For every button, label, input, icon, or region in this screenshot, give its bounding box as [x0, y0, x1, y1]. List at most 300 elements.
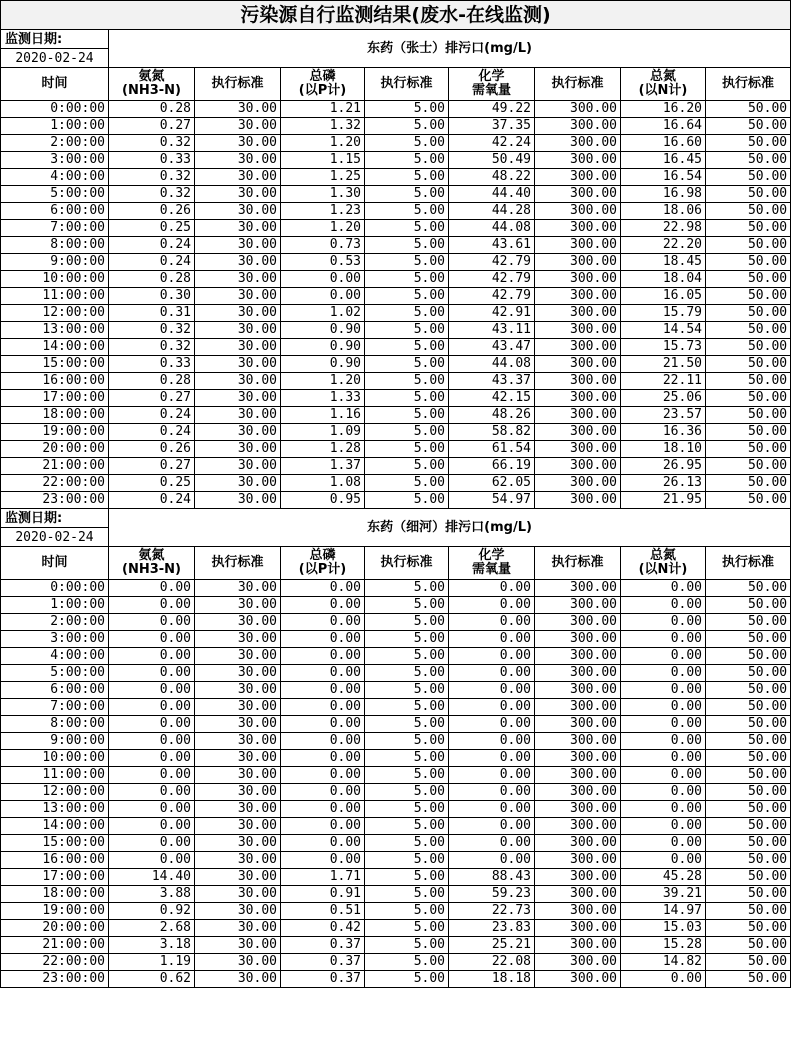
value-cell: 0.00 — [449, 597, 535, 614]
value-cell: 0.32 — [109, 186, 195, 203]
column-header — [281, 547, 365, 580]
value-cell: 0.00 — [621, 852, 706, 869]
value-cell: 5.00 — [365, 580, 449, 597]
value-cell: 0.42 — [281, 920, 365, 937]
value-cell: 30.00 — [195, 682, 281, 699]
value-cell: 0.33 — [109, 356, 195, 373]
column-header-line1: 总磷 — [309, 69, 336, 84]
value-cell: 50.00 — [706, 665, 791, 682]
table-row — [1, 220, 791, 237]
value-cell: 30.00 — [195, 648, 281, 665]
column-header-line1: 执行标准 — [211, 76, 264, 91]
column-header-line2: (以P计) — [298, 562, 347, 577]
time-cell: 8:00:00 — [1, 716, 109, 733]
value-cell: 0.28 — [109, 373, 195, 390]
value-cell: 0.00 — [281, 818, 365, 835]
value-cell: 1.16 — [281, 407, 365, 424]
time-cell: 7:00:00 — [1, 220, 109, 237]
value-cell: 30.00 — [195, 801, 281, 818]
value-cell: 50.00 — [706, 886, 791, 903]
value-cell: 5.00 — [365, 903, 449, 920]
value-cell: 30.00 — [195, 699, 281, 716]
value-cell: 5.00 — [365, 920, 449, 937]
value-cell: 0.00 — [621, 597, 706, 614]
value-cell: 0.95 — [281, 492, 365, 509]
value-cell: 300.00 — [535, 716, 621, 733]
value-cell: 18.04 — [621, 271, 706, 288]
value-cell: 16.36 — [621, 424, 706, 441]
value-cell: 50.00 — [706, 954, 791, 971]
column-header — [449, 547, 535, 580]
value-cell: 5.00 — [365, 784, 449, 801]
value-cell: 300.00 — [535, 767, 621, 784]
value-cell: 300.00 — [535, 648, 621, 665]
value-cell: 0.37 — [281, 971, 365, 988]
value-cell: 22.11 — [621, 373, 706, 390]
value-cell: 0.00 — [281, 852, 365, 869]
value-cell: 300.00 — [535, 458, 621, 475]
value-cell: 5.00 — [365, 733, 449, 750]
value-cell: 0.00 — [449, 784, 535, 801]
value-cell: 0.00 — [621, 835, 706, 852]
value-cell: 54.97 — [449, 492, 535, 509]
value-cell: 22.08 — [449, 954, 535, 971]
value-cell: 5.00 — [365, 475, 449, 492]
value-cell: 30.00 — [195, 631, 281, 648]
value-cell: 30.00 — [195, 580, 281, 597]
table-row — [1, 971, 791, 988]
value-cell: 16.54 — [621, 169, 706, 186]
value-cell: 0.92 — [109, 903, 195, 920]
table-row — [1, 716, 791, 733]
value-cell: 0.00 — [109, 699, 195, 716]
column-header-line1: 化学 — [478, 69, 505, 84]
value-cell: 0.00 — [109, 631, 195, 648]
value-cell: 0.62 — [109, 971, 195, 988]
value-cell: 0.27 — [109, 118, 195, 135]
value-cell: 42.79 — [449, 271, 535, 288]
value-cell: 0.32 — [109, 135, 195, 152]
value-cell: 5.00 — [365, 322, 449, 339]
table-body — [1, 1, 791, 988]
column-header-line2: 需氧量 — [471, 562, 511, 577]
value-cell: 50.00 — [706, 271, 791, 288]
table-row — [1, 135, 791, 152]
value-cell: 1.71 — [281, 869, 365, 886]
value-cell: 42.24 — [449, 135, 535, 152]
value-cell: 300.00 — [535, 220, 621, 237]
value-cell: 30.00 — [195, 254, 281, 271]
value-cell: 14.54 — [621, 322, 706, 339]
value-cell: 0.00 — [109, 648, 195, 665]
value-cell: 3.18 — [109, 937, 195, 954]
value-cell: 0.90 — [281, 356, 365, 373]
value-cell: 5.00 — [365, 305, 449, 322]
value-cell: 0.00 — [281, 580, 365, 597]
value-cell: 30.00 — [195, 733, 281, 750]
time-cell: 4:00:00 — [1, 169, 109, 186]
value-cell: 59.23 — [449, 886, 535, 903]
value-cell: 22.98 — [621, 220, 706, 237]
value-cell: 50.00 — [706, 597, 791, 614]
value-cell: 61.54 — [449, 441, 535, 458]
column-header — [365, 547, 449, 580]
value-cell: 30.00 — [195, 852, 281, 869]
table-row — [1, 186, 791, 203]
table-row — [1, 784, 791, 801]
table-row — [1, 288, 791, 305]
value-cell: 0.32 — [109, 339, 195, 356]
table-row — [1, 665, 791, 682]
value-cell: 3.88 — [109, 886, 195, 903]
time-cell: 20:00:00 — [1, 920, 109, 937]
time-cell: 19:00:00 — [1, 903, 109, 920]
value-cell: 30.00 — [195, 954, 281, 971]
value-cell: 50.00 — [706, 169, 791, 186]
value-cell: 0.00 — [109, 767, 195, 784]
value-cell: 0.00 — [109, 597, 195, 614]
value-cell: 25.06 — [621, 390, 706, 407]
value-cell: 50.00 — [706, 390, 791, 407]
column-header-row — [1, 547, 791, 580]
value-cell: 5.00 — [365, 818, 449, 835]
value-cell: 300.00 — [535, 169, 621, 186]
column-header-line1: 时间 — [41, 555, 68, 570]
column-header — [621, 547, 706, 580]
value-cell: 30.00 — [195, 869, 281, 886]
value-cell: 0.00 — [621, 801, 706, 818]
value-cell: 14.97 — [621, 903, 706, 920]
monitor-date-label: 监测日期: — [1, 30, 109, 49]
value-cell: 50.00 — [706, 254, 791, 271]
time-cell: 0:00:00 — [1, 580, 109, 597]
value-cell: 0.00 — [109, 682, 195, 699]
value-cell: 300.00 — [535, 441, 621, 458]
value-cell: 2.68 — [109, 920, 195, 937]
table-row — [1, 903, 791, 920]
value-cell: 44.40 — [449, 186, 535, 203]
value-cell: 300.00 — [535, 407, 621, 424]
column-header — [109, 68, 195, 101]
value-cell: 0.00 — [621, 580, 706, 597]
column-header-line2: (NH3-N) — [122, 83, 181, 98]
column-header-line1: 执行标准 — [722, 555, 775, 570]
value-cell: 5.00 — [365, 254, 449, 271]
value-cell: 1.08 — [281, 475, 365, 492]
value-cell: 0.00 — [281, 835, 365, 852]
table-row — [1, 492, 791, 509]
value-cell: 0.00 — [621, 784, 706, 801]
value-cell: 300.00 — [535, 339, 621, 356]
value-cell: 50.00 — [706, 492, 791, 509]
value-cell: 0.00 — [621, 750, 706, 767]
table-row — [1, 254, 791, 271]
value-cell: 5.00 — [365, 237, 449, 254]
value-cell: 50.00 — [706, 373, 791, 390]
value-cell: 21.50 — [621, 356, 706, 373]
column-header — [365, 68, 449, 101]
value-cell: 0.00 — [621, 648, 706, 665]
value-cell: 0.00 — [109, 818, 195, 835]
column-header-line2: (以N计) — [638, 83, 688, 98]
time-cell: 10:00:00 — [1, 271, 109, 288]
value-cell: 50.49 — [449, 152, 535, 169]
value-cell: 0.26 — [109, 441, 195, 458]
value-cell: 1.02 — [281, 305, 365, 322]
time-cell: 15:00:00 — [1, 835, 109, 852]
value-cell: 0.00 — [621, 682, 706, 699]
value-cell: 5.00 — [365, 614, 449, 631]
table-row — [1, 886, 791, 903]
value-cell: 30.00 — [195, 937, 281, 954]
value-cell: 300.00 — [535, 665, 621, 682]
value-cell: 50.00 — [706, 580, 791, 597]
value-cell: 0.00 — [281, 288, 365, 305]
value-cell: 30.00 — [195, 424, 281, 441]
value-cell: 30.00 — [195, 339, 281, 356]
value-cell: 5.00 — [365, 288, 449, 305]
monitor-date-value: 2020-02-24 — [1, 49, 109, 68]
value-cell: 5.00 — [365, 441, 449, 458]
value-cell: 16.60 — [621, 135, 706, 152]
value-cell: 300.00 — [535, 101, 621, 118]
value-cell: 0.26 — [109, 203, 195, 220]
value-cell: 30.00 — [195, 407, 281, 424]
value-cell: 0.00 — [621, 699, 706, 716]
value-cell: 15.28 — [621, 937, 706, 954]
value-cell: 50.00 — [706, 682, 791, 699]
table-row — [1, 750, 791, 767]
value-cell: 30.00 — [195, 492, 281, 509]
time-cell: 20:00:00 — [1, 441, 109, 458]
value-cell: 300.00 — [535, 271, 621, 288]
value-cell: 0.00 — [109, 614, 195, 631]
value-cell: 42.79 — [449, 288, 535, 305]
value-cell: 30.00 — [195, 441, 281, 458]
time-cell: 9:00:00 — [1, 733, 109, 750]
value-cell: 5.00 — [365, 937, 449, 954]
value-cell: 0.25 — [109, 475, 195, 492]
column-header-line1: 总氮 — [649, 548, 676, 563]
value-cell: 0.00 — [281, 665, 365, 682]
time-cell: 14:00:00 — [1, 818, 109, 835]
value-cell: 18.06 — [621, 203, 706, 220]
column-header-line1: 化学 — [478, 548, 505, 563]
value-cell: 0.00 — [281, 716, 365, 733]
table-row — [1, 356, 791, 373]
time-cell: 4:00:00 — [1, 648, 109, 665]
value-cell: 39.21 — [621, 886, 706, 903]
value-cell: 50.00 — [706, 835, 791, 852]
value-cell: 5.00 — [365, 407, 449, 424]
value-cell: 16.45 — [621, 152, 706, 169]
column-header-line1: 执行标准 — [551, 76, 604, 91]
value-cell: 0.00 — [449, 580, 535, 597]
value-cell: 30.00 — [195, 186, 281, 203]
table-row — [1, 441, 791, 458]
value-cell: 300.00 — [535, 903, 621, 920]
time-cell: 21:00:00 — [1, 937, 109, 954]
table-row — [1, 597, 791, 614]
value-cell: 0.00 — [621, 614, 706, 631]
value-cell: 30.00 — [195, 903, 281, 920]
value-cell: 30.00 — [195, 614, 281, 631]
value-cell: 0.51 — [281, 903, 365, 920]
value-cell: 26.95 — [621, 458, 706, 475]
value-cell: 300.00 — [535, 631, 621, 648]
value-cell: 30.00 — [195, 237, 281, 254]
value-cell: 50.00 — [706, 458, 791, 475]
value-cell: 300.00 — [535, 682, 621, 699]
table-row — [1, 869, 791, 886]
table-row — [1, 390, 791, 407]
value-cell: 30.00 — [195, 716, 281, 733]
value-cell: 48.22 — [449, 169, 535, 186]
time-cell: 5:00:00 — [1, 186, 109, 203]
value-cell: 50.00 — [706, 203, 791, 220]
table-row — [1, 475, 791, 492]
value-cell: 0.27 — [109, 390, 195, 407]
value-cell: 50.00 — [706, 614, 791, 631]
value-cell: 5.00 — [365, 135, 449, 152]
value-cell: 43.61 — [449, 237, 535, 254]
value-cell: 0.00 — [281, 801, 365, 818]
value-cell: 0.00 — [281, 682, 365, 699]
value-cell: 44.28 — [449, 203, 535, 220]
value-cell: 50.00 — [706, 135, 791, 152]
value-cell: 5.00 — [365, 390, 449, 407]
value-cell: 0.30 — [109, 288, 195, 305]
value-cell: 16.05 — [621, 288, 706, 305]
value-cell: 0.00 — [449, 665, 535, 682]
time-cell: 22:00:00 — [1, 475, 109, 492]
value-cell: 5.00 — [365, 458, 449, 475]
value-cell: 50.00 — [706, 903, 791, 920]
value-cell: 30.00 — [195, 356, 281, 373]
time-cell: 1:00:00 — [1, 118, 109, 135]
value-cell: 300.00 — [535, 597, 621, 614]
value-cell: 50.00 — [706, 305, 791, 322]
value-cell: 50.00 — [706, 716, 791, 733]
value-cell: 0.00 — [449, 835, 535, 852]
value-cell: 30.00 — [195, 220, 281, 237]
value-cell: 300.00 — [535, 135, 621, 152]
table-row — [1, 152, 791, 169]
column-header-line1: 总磷 — [309, 548, 336, 563]
value-cell: 18.10 — [621, 441, 706, 458]
value-cell: 0.00 — [449, 750, 535, 767]
time-cell: 15:00:00 — [1, 356, 109, 373]
value-cell: 43.37 — [449, 373, 535, 390]
value-cell: 0.33 — [109, 152, 195, 169]
time-cell: 8:00:00 — [1, 237, 109, 254]
time-cell: 22:00:00 — [1, 954, 109, 971]
value-cell: 5.00 — [365, 886, 449, 903]
value-cell: 15.03 — [621, 920, 706, 937]
value-cell: 5.00 — [365, 767, 449, 784]
value-cell: 0.00 — [449, 648, 535, 665]
value-cell: 42.79 — [449, 254, 535, 271]
value-cell: 5.00 — [365, 597, 449, 614]
time-cell: 2:00:00 — [1, 135, 109, 152]
table-row — [1, 322, 791, 339]
value-cell: 5.00 — [365, 852, 449, 869]
value-cell: 1.28 — [281, 441, 365, 458]
value-cell: 5.00 — [365, 186, 449, 203]
value-cell: 0.73 — [281, 237, 365, 254]
value-cell: 300.00 — [535, 886, 621, 903]
value-cell: 48.26 — [449, 407, 535, 424]
column-header — [1, 68, 109, 101]
time-cell: 13:00:00 — [1, 801, 109, 818]
value-cell: 0.24 — [109, 407, 195, 424]
table-row — [1, 852, 791, 869]
value-cell: 15.73 — [621, 339, 706, 356]
value-cell: 0.00 — [109, 835, 195, 852]
table-row — [1, 954, 791, 971]
value-cell: 50.00 — [706, 852, 791, 869]
value-cell: 5.00 — [365, 271, 449, 288]
value-cell: 5.00 — [365, 801, 449, 818]
value-cell: 5.00 — [365, 716, 449, 733]
column-header — [535, 547, 621, 580]
value-cell: 1.33 — [281, 390, 365, 407]
value-cell: 5.00 — [365, 492, 449, 509]
value-cell: 300.00 — [535, 750, 621, 767]
value-cell: 30.00 — [195, 665, 281, 682]
value-cell: 50.00 — [706, 118, 791, 135]
value-cell: 30.00 — [195, 920, 281, 937]
table-row — [1, 271, 791, 288]
value-cell: 5.00 — [365, 665, 449, 682]
value-cell: 300.00 — [535, 835, 621, 852]
column-header — [109, 547, 195, 580]
column-header-line1: 时间 — [41, 76, 68, 91]
value-cell: 0.00 — [449, 614, 535, 631]
value-cell: 0.00 — [281, 631, 365, 648]
value-cell: 50.00 — [706, 475, 791, 492]
value-cell: 5.00 — [365, 835, 449, 852]
value-cell: 30.00 — [195, 305, 281, 322]
value-cell: 0.00 — [281, 733, 365, 750]
table-row — [1, 835, 791, 852]
value-cell: 50.00 — [706, 920, 791, 937]
value-cell: 14.82 — [621, 954, 706, 971]
value-cell: 1.23 — [281, 203, 365, 220]
value-cell: 300.00 — [535, 580, 621, 597]
column-header — [195, 68, 281, 101]
value-cell: 50.00 — [706, 288, 791, 305]
value-cell: 5.00 — [365, 118, 449, 135]
value-cell: 300.00 — [535, 373, 621, 390]
value-cell: 0.24 — [109, 237, 195, 254]
table-row — [1, 424, 791, 441]
value-cell: 0.90 — [281, 322, 365, 339]
value-cell: 30.00 — [195, 886, 281, 903]
value-cell: 43.47 — [449, 339, 535, 356]
value-cell: 30.00 — [195, 767, 281, 784]
value-cell: 1.20 — [281, 373, 365, 390]
time-cell: 23:00:00 — [1, 971, 109, 988]
value-cell: 300.00 — [535, 424, 621, 441]
time-cell: 6:00:00 — [1, 682, 109, 699]
value-cell: 30.00 — [195, 203, 281, 220]
column-header-line1: 氨氮 — [138, 548, 165, 563]
value-cell: 1.09 — [281, 424, 365, 441]
value-cell: 300.00 — [535, 699, 621, 716]
value-cell: 0.00 — [109, 716, 195, 733]
value-cell: 50.00 — [706, 322, 791, 339]
